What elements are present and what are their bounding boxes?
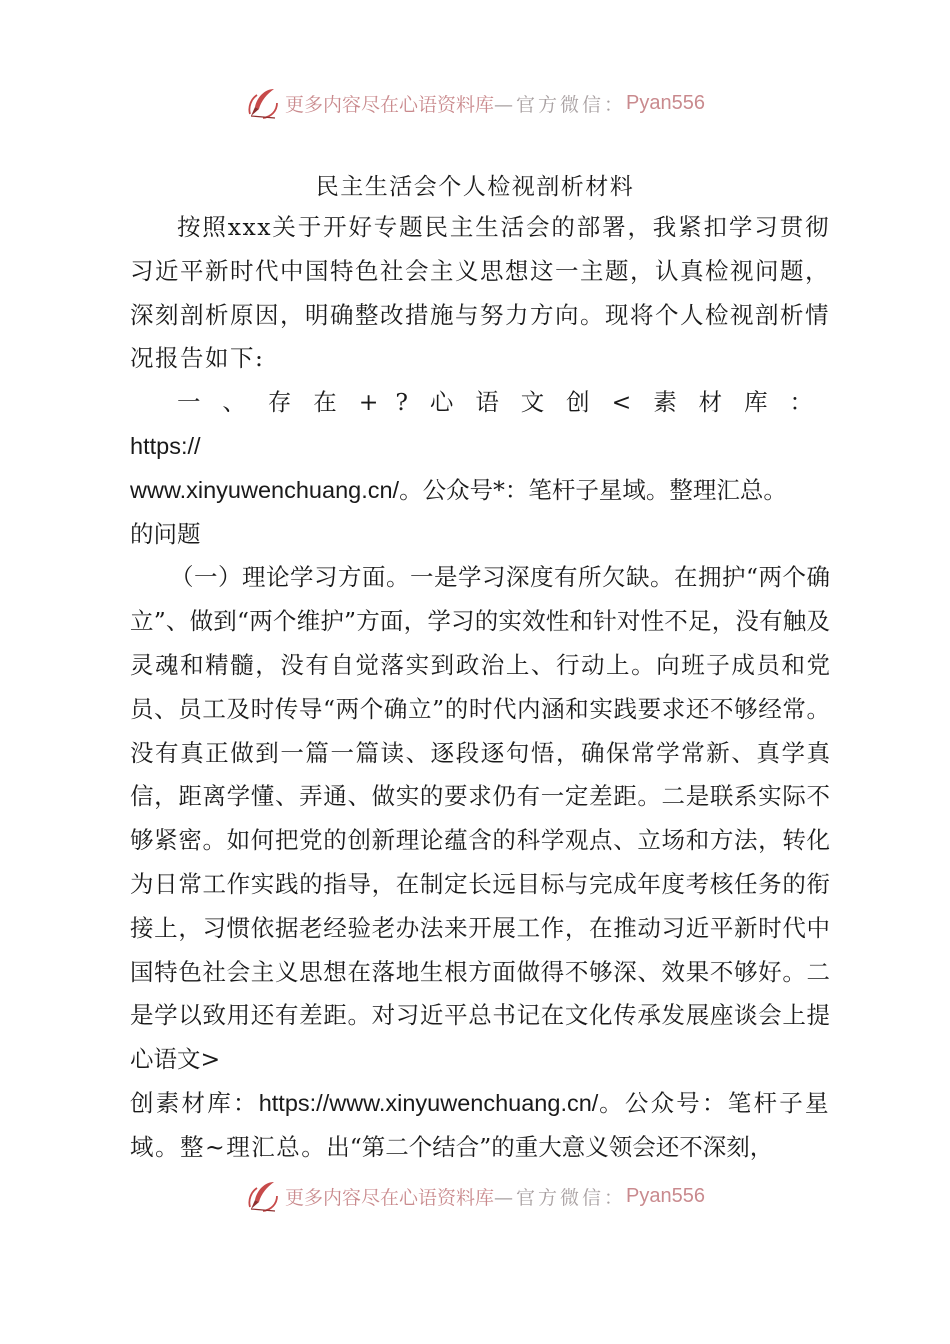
heading-end: 的问题 bbox=[130, 519, 201, 548]
header-banner bbox=[0, 83, 950, 123]
banner-brand-text: 更多内容尽在心语资料库 bbox=[285, 93, 495, 116]
tail-end: 出“第二个结合”的重大意义领会还不深刻， bbox=[326, 1132, 774, 1161]
banner-wechat-id: Pyan556 bbox=[626, 1184, 705, 1207]
document-body bbox=[130, 206, 830, 1170]
intro-paragraph: 按照xxx关于开好专题民主生活会的部署，我紧扣学习贯彻习近平新时代中国特色社会主义思想这一主题，认真检视问题，深刻剖析原因，明确整改措施与努力方向。现将个人检视剖析情况报告如下: bbox=[130, 213, 830, 373]
footer-banner bbox=[0, 1176, 950, 1216]
quill-logo-icon bbox=[245, 1178, 281, 1214]
section-heading bbox=[130, 381, 830, 556]
banner-official-text: —官方微信： bbox=[494, 93, 627, 116]
quill-logo-icon bbox=[245, 85, 281, 121]
heading-prefix: 一、存在+?心语文创<素材库： bbox=[177, 388, 830, 417]
tail-url: https://www.xinyuwenchuang.cn/ bbox=[258, 1089, 599, 1116]
heading-url-part2: www.xinyuwenchuang.cn/ bbox=[130, 476, 400, 503]
tail-mid: 。公众号：笔杆子星域。整~理汇总。 bbox=[130, 1088, 831, 1161]
heading-suffix: 。公众号*：笔杆子星域。整理汇总。 bbox=[399, 475, 787, 504]
document-title: 民主生活会个人检视剖析材料 bbox=[315, 174, 635, 200]
theory-paragraph: （一）理论学习方面。一是学习深度有所欠缺。在拥护“两个确立”、做到“两个维护”方面，学习的实效性和针对性不足，没有触及灵魂和精髓，没有自觉落实到政治上、行动上。向班子成员和党员、员工及时传导“两个确立”的时代内涵和实践要求还不够经常。没有真正做到一篇一篇读、逐段逐句悟，确保常学常新、真学真信，距离学懂、弄通、做实的要求仍有一定差距。二是联系实际不够紧密。如何把党的创新理论蕴含的科学观点、立场和方法，转化为日常工作实践的指导，在制定长远目标与完成年度考核任务的衔接上，习惯依据老经验老办法来开展工作，在推动习近平新时代中国特色社会主义思想在落地生根方面做得不够深、效果不够好。二是学以致用还有差距。对习近平总书记在文化传承发展座谈会上提心语文> bbox=[130, 563, 830, 1074]
banner-wechat-id: Pyan556 bbox=[626, 91, 705, 114]
banner-official-text: —官方微信： bbox=[494, 1186, 627, 1209]
heading-url-part1: https:// bbox=[130, 432, 201, 459]
banner-brand-text: 更多内容尽在心语资料库 bbox=[285, 1186, 495, 1209]
tail-prefix: 创素材库： bbox=[130, 1088, 259, 1117]
tail-paragraph bbox=[130, 1082, 830, 1170]
